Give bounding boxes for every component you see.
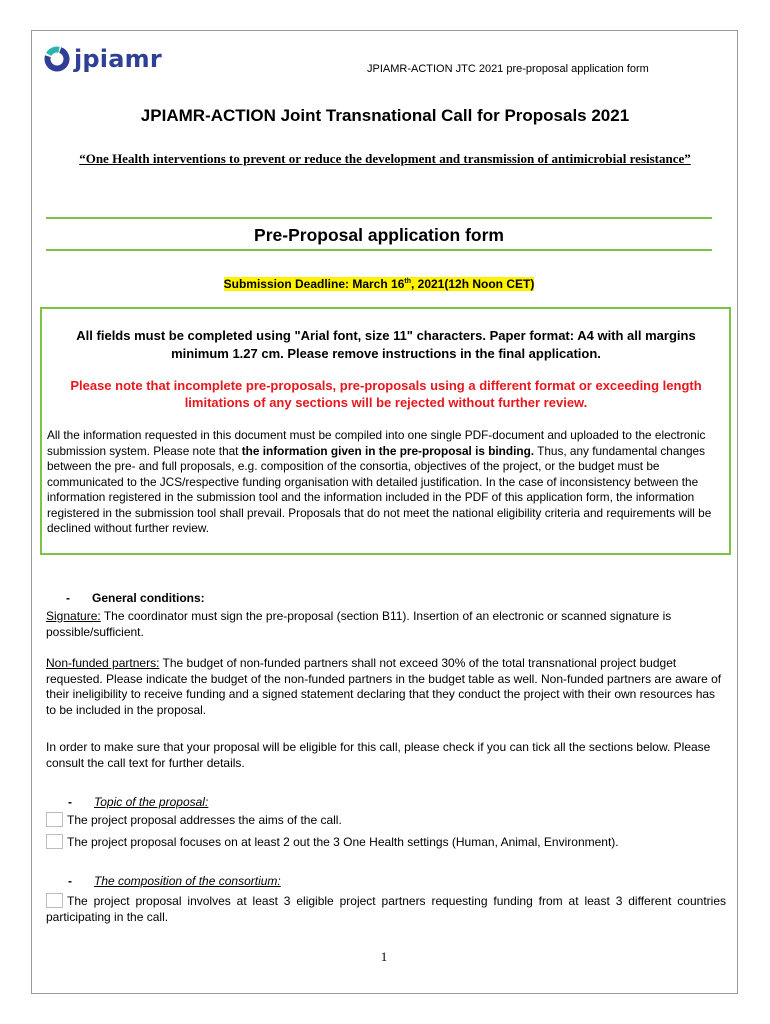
topic-label: Topic of the proposal:: [94, 795, 209, 809]
format-instructions: All fields must be completed using "Arial font, size 11" characters. Paper format: A4 with all margins minimum 1.27 cm. Please remove instructions in the final application.: [76, 328, 696, 361]
signature-paragraph: [46, 609, 726, 640]
logo-ring-icon: [44, 46, 70, 72]
consortium-label: The composition of the consortium:: [94, 874, 281, 888]
form-title: Pre-Proposal application form: [254, 225, 504, 245]
list-dash: -: [68, 874, 72, 888]
nonfunded-text: The budget of non-funded partners shall not exceed 30% of the total transnational project budget requested. Please indicate the budget of the non-funded partners in the budget table as well. Non-funded partners are aware of their ineligibility to receive funding and a signed statement declaring that they conduct the project with their own resources has to be included in the proposal.: [46, 656, 722, 717]
general-conditions-label: General conditions:: [92, 591, 205, 605]
call-subtitle: “One Health interventions to prevent or reduce the development and transmission of antimicrobial resistance”: [79, 151, 691, 166]
deadline-date: March 16: [352, 277, 405, 291]
topic-item-2: [46, 834, 726, 850]
deadline-date-suffix: th: [404, 278, 411, 285]
deadline-time: , 2021(12h Noon CET): [410, 277, 535, 291]
list-dash: -: [68, 795, 72, 809]
divider-top: [46, 217, 712, 219]
consortium-item-1: [46, 893, 726, 925]
rejection-warning: Please note that incomplete pre-proposals, pre-proposals using a different format or exceeding length limitations of any sections will be rejected without further review.: [70, 378, 702, 410]
consortium-heading: [68, 874, 281, 888]
topic-heading: [68, 795, 208, 809]
topic-checkbox-1[interactable]: [46, 812, 63, 827]
jpiamr-logo: [44, 45, 162, 73]
topic-item-text: The project proposal addresses the aims of the call.: [67, 813, 342, 827]
signature-label: Signature:: [46, 609, 101, 623]
list-dash: -: [66, 591, 70, 605]
submission-info: [47, 428, 727, 537]
signature-text: The coordinator must sign the pre-proposal (section B11). Insertion of an electronic or scanned signature is possible/sufficient.: [46, 609, 672, 639]
deadline-label: Submission Deadline:: [223, 277, 349, 291]
submission-info-continued: Thus, any fundamental changes between the pre- and full proposals, e.g. composition of the consortia, objectives of the project, or the budget must be communicated to the JCS/respective funding organisation with detailed justification. In the case of inconsistency between the information registered in the submission tool and the information included in the PDF of this application form, the information registered in the submission tool shall prevail. Proposals that do not meet the national eligibility criteria and requirements will be declined without further review.: [47, 443, 712, 535]
topic-item-text: The project proposal focuses on at least 2 out the 3 One Health settings (Human, Animal, Environment).: [67, 835, 619, 849]
topic-checkbox-2[interactable]: [46, 834, 63, 849]
consortium-item-text: The project proposal involves at least 3 eligible project partners requesting funding from at least 3 different countries participating in the call.: [46, 894, 726, 924]
logo-text: jpiamr: [74, 45, 162, 73]
form-header-label: JPIAMR-ACTION JTC 2021 pre-proposal application form: [367, 63, 649, 75]
nonfunded-paragraph: [46, 656, 726, 718]
eligibility-paragraph: In order to make sure that your proposal will be eligible for this call, please check if you can tick all the sections below. Please consult the call text for further details.: [46, 740, 711, 770]
binding-notice: the information given in the pre-proposal is binding.: [241, 443, 535, 458]
submission-deadline: [46, 276, 712, 292]
submission-info-text: All the information requested in this document must be compiled into one single PDF-document and uploaded to the electronic submission system. Please note that: [47, 428, 706, 458]
page-number: 1: [380, 949, 388, 964]
consortium-checkbox-1[interactable]: [46, 893, 63, 908]
divider-bottom: [46, 249, 712, 251]
topic-item-1: [46, 812, 726, 828]
page-title: JPIAMR-ACTION Joint Transnational Call for Proposals 2021: [140, 106, 630, 125]
general-conditions-heading: [66, 591, 205, 605]
nonfunded-label: Non-funded partners:: [46, 656, 160, 670]
